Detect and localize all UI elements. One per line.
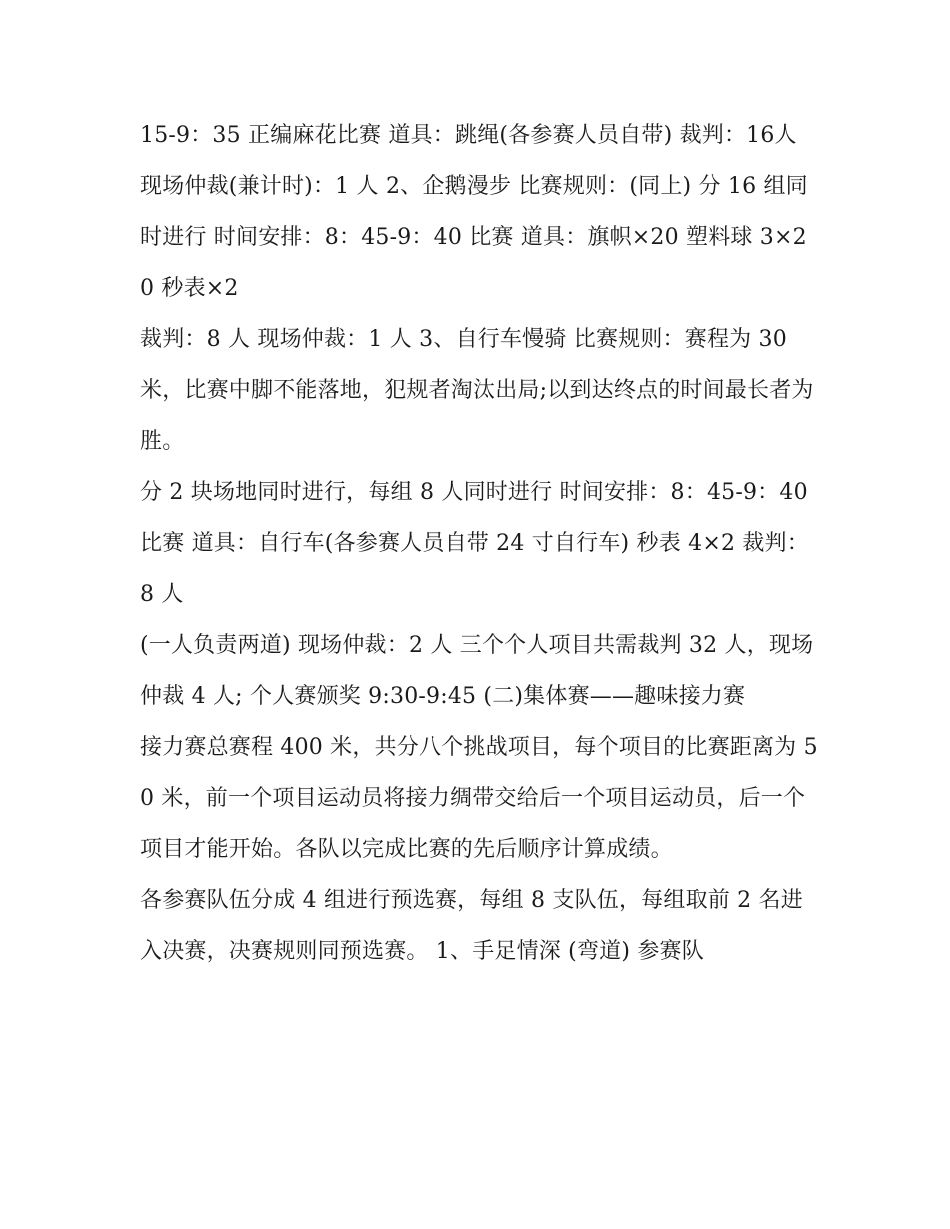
paragraph-4: 分 2 块场地同时进行，每组 8 人同时进行 时间安排：8：45-9：40 比赛 道具：自行车(各参赛人员自带 24 寸自行车) 秒表 4×2 裁判：8 人 [140,480,809,607]
paragraph-3: 裁判：8 人 现场仲裁：1 人 3、自行车慢骑 比赛规则：赛程为 30 米，比赛中脚不能落地，犯规者淘汰出局;以到达终点的时间最长者为胜。 [140,327,814,454]
paragraph-6: 接力赛总赛程 400 米，共分八个挑战项目，每个项目的比赛距离为 50 米，前一个项目运动员将接力绸带交给后一个项目运动员，后一个项目才能开始。各队以完成比赛的先后顺序计算成绩。 [140,735,818,862]
paragraph-2: 现场仲裁(兼计时)：1 人 2、企鹅漫步 比赛规则：(同上) 分 16 组同时进行 时间安排：8：45-9：40 比赛 道具：旗帜×20 塑料球 3×20 秒表×2 [140,174,808,301]
document-body [140,110,820,977]
paragraph-1: 15-9：35 正编麻花比赛 道具：跳绳(各参赛人员自带) 裁判：16人 [140,123,797,148]
paragraph-7: 各参赛队伍分成 4 组进行预选赛，每组 8 支队伍，每组取前 2 名进入决赛，决赛规则同预选赛。 1、手足情深 (弯道) 参赛队 [140,888,803,964]
paragraph-5: (一人负责两道) 现场仲裁：2 人 三个个人项目共需裁判 32 人，现场仲裁 4 人; 个人赛颁奖 9:30-9:45 (二)集体赛——趣味接力赛 [140,633,814,709]
